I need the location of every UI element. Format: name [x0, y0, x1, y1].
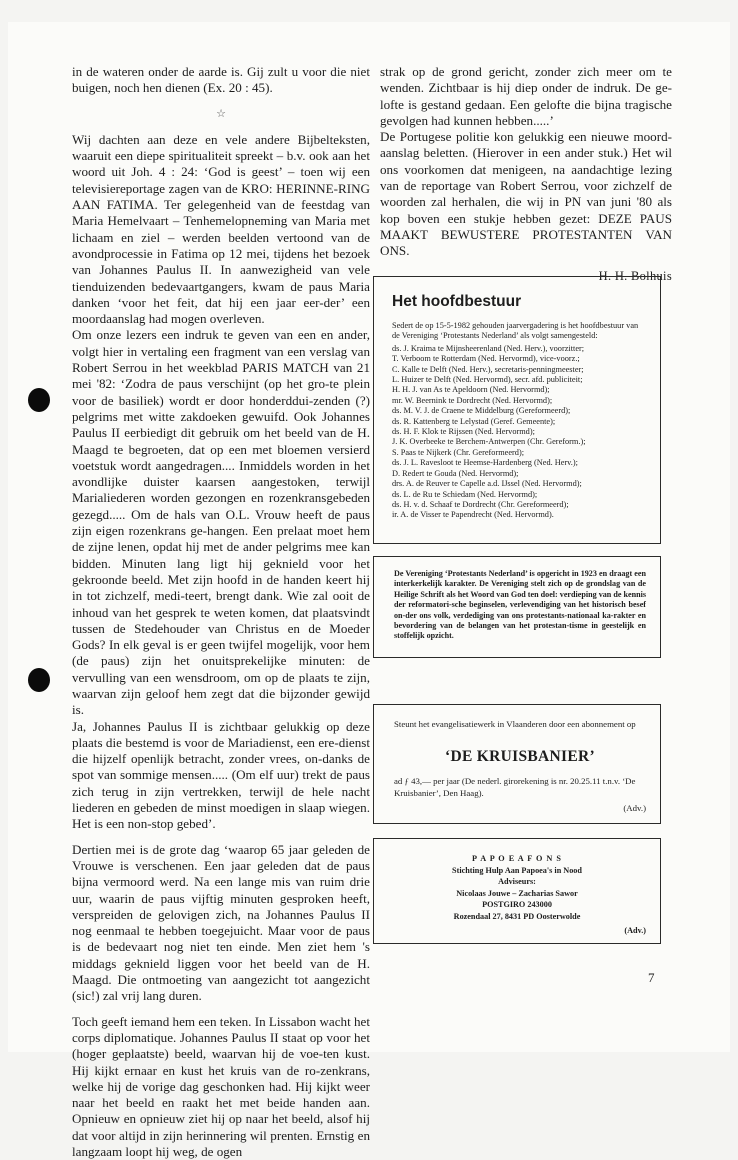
papoeafons-name: P A P O E A F O N S — [472, 854, 562, 863]
advertisement-label: (Adv.) — [624, 925, 646, 935]
board-member: S. Paas te Nijkerk (Chr. Gereformeerd); — [392, 447, 525, 457]
board-member: H. H. J. van As te Apeldoorn (Ned. Hervormd); — [392, 385, 550, 395]
papoeafons-foundation: Stichting Hulp Aan Papoea's in Nood — [452, 865, 582, 875]
board-member: ir. A. de Visser te Papendrecht (Ned. Hervormd). — [392, 510, 554, 520]
paragraph: strak op de grond gericht, zonder zich meer om te wenden. Zichtbaar is hij diep onder de indruk. De ge-lofte is gestand gedaan. Een gelofte die bijna tragische gevolgen had kunnen hebben.....’ — [380, 64, 672, 128]
board-member: T. Verboom te Rotterdam (Ned. Hervormd), vice-voorz.; — [392, 354, 580, 364]
papoeafons-giro: POSTGIRO 243000 — [482, 900, 552, 910]
paragraph: Wij dachten aan deze en vele andere Bijbelteksten, waaruit een diepe spiritualiteit spreekt – b.v. ook aan het woord uit Joh. 4 : 24: ‘God is geest’ – toen wij een televisiereportage zagen van de KRO: HERINNE-RING AAN FATIMA. Ter gelegenheid van de feestdag van Maria Hemelvaart – Tenhemelopneming van Maria met lichaam en ziel – werden beelden vertoond van de avondprocessie in Fatima op 12 mei, tijdens het bezoek van Johannes Paulus II. In aanwezigheid van vele tienduizenden bedevaartgangers, kwam de paus Maria danken ‘voor het feit, dat hij een jaar eer-der’ een moordaanslag had mogen overleven. — [72, 131, 370, 327]
board-member: ds. H. F. Klok te Rijssen (Ned. Hervormd); — [392, 427, 535, 437]
papoeafons-ad — [373, 838, 661, 944]
paragraph: Ja, Johannes Paulus II is zichtbaar gelukkig op deze plaats die bestemd is voor de Mariadienst, een ere-dienst die hijzelf openlijk betracht, zonder vrees, on-danks de spot van sommige mensen..... (Om elf uur) trekt de paus zich terug in zijn vertrekken, terwijl de hele nacht liederen en gebeden de minst moedigen in slaap wiegen. Het is een non-stop gebed’. — [72, 718, 370, 832]
kruisbanier-intro: Steunt het evangelisatiewerk in Vlaanderen door een abonnement op — [394, 719, 636, 729]
papoeafons-advisors: Nicolaas Jouwe – Zacharias Sawor — [456, 888, 578, 898]
kruisbanier-ad — [373, 704, 661, 824]
page-number: 7 — [648, 970, 655, 985]
paragraph: in de wateren onder de aarde is. Gij zult u voor die niet buigen, noch hen dienen (Ex. 20 : 45). — [72, 64, 370, 96]
paragraph: De Portugese politie kon gelukkig een nieuwe moord-aanslag beletten. (Hierover in een ander stuk.) Het wil ons voorkomen dat menigeen, na aandachtige lezing van de reportage van Robert Serrou, voor zichzelf de woorden zal herhalen, die wij in PN van juni '80 als kop boven een stukje hebben gezet: DEZE PAUS MAAKT BEWUSTERE PROTESTANTEN VAN ONS. — [380, 129, 672, 259]
board-member: C. Kalle te Delft (Ned. Herv.), secretaris-penningmeester; — [392, 364, 584, 374]
board-intro: Sedert de op 15-5-1982 gehouden jaarvergadering is het hoofdbestuur van de Vereniging ‘Protestants Nederland’ als volgt samengesteld: — [392, 321, 639, 341]
kruisbanier-details: ad ƒ 43,— per jaar (De nederl. girorekening is nr. 20.25.11 t.n.v. ‘De Kruisbanier’, Den Haag). — [394, 776, 636, 798]
board-member: ds. H. v. d. Schaaf te Dordrecht (Chr. Gereformeerd); — [392, 499, 569, 509]
punch-hole-top — [28, 388, 50, 412]
paragraph: Toch geeft iemand hem een teken. In Lissabon wacht het corps diplomatique. Johannes Paulus II staat op voor het (hoger geplaatste) beeld, waarvan hij de voe-ten kust. Hij kijkt ernaar en kust het kruis van de ro-zenkrans, welke hij de vorige dag geschonken had. Hij kijkt weer naar het beeld en raakt het met beide handen aan. Opnieuw en opnieuw ziet hij op naar het beeld, alsof hij dat voor altijd in zijn herinnering wil prenten. Ernstig en langzaam loopt hij weg, de ogen — [72, 1013, 370, 1159]
board-member-list — [392, 344, 642, 521]
board-member: ds. M. V. J. de Craene te Middelburg (Gereformeerd); — [392, 406, 571, 416]
association-text: De Vereniging ‘Protestants Nederland’ is opgericht in 1923 en draagt een interkerkelijk karakter. De Vereniging stelt zich op de grondslag van de Heilige Schrift als het Woord van God ten doel: verdieping van de kennis der reformatori-sche beginselen, verlevendiging van het historisch besef on-der ons volk, verdediging van ons protestants-nationaal ka-rakter en bevordering van de belangen van het protestan-tisme in geestelijk en stoffelijk opzicht. — [394, 569, 646, 641]
board-member: ds. R. Kattenberg te Lelystad (Geref. Gemeente); — [392, 416, 556, 426]
board-member: mr. W. Beernink te Dordrecht (Ned. Hervormd); — [392, 395, 553, 405]
board-member: ds. L. de Ru te Schiedam (Ned. Hervormd); — [392, 489, 538, 499]
star-separator: ☆ — [216, 107, 226, 120]
punch-hole-bottom — [28, 668, 50, 692]
papoeafons-address: Rozendaal 27, 8431 PD Oosterwolde — [453, 911, 581, 921]
board-member: J. K. Overbeeke te Berchem-Antwerpen (Chr. Gereform.); — [392, 437, 586, 447]
board-member: L. Huizer te Delft (Ned. Hervormd), secr. afd. publiciteit; — [392, 375, 583, 385]
board-member: ds. J. L. Ravesloot te Heemse-Hardenberg (Ned. Herv.); — [392, 458, 578, 468]
association-box — [373, 556, 661, 658]
board-box — [373, 276, 661, 544]
left-column — [72, 64, 370, 1160]
author-signature: H. H. Bolhuis — [598, 268, 672, 283]
board-member: D. Redert te Gouda (Ned. Hervormd); — [392, 468, 519, 478]
paragraph: Om onze lezers een indruk te geven van een en ander, volgt hier in vertaling een fragment van een verslag van Robert Serrou in het weekblad PARIS MATCH van 21 mei '82: ‘Zodra de paus verschijnt (op het gro-te plein voor de basiliek) wordt er door honderddui-zenden (?) pelgrims met witte zakdoeken gewuifd. Ook Johannes Paulus II eerbiedigt dit gebruik om het beeld van de H. Maagd te begroeten, dat op een met bloemen versierd voetstuk wordt aangedragen.... Inmiddels worden in het avondlijke duister kaarsen aangestoken, terwijl Marialiederen worden gezongen en rozenkransgebeden gezegd..... Om de hals van O.L. Vrouw heeft de paus zijn eigen rozenkrans ge-hangen. Een prelaat moet hem de zijne lenen, opdat hij met de ander pelgrims mee kan bidden. Minuten lang ligt hij geknield voor het gekroonde beeld. Met zijn hoofd in de handen keert hij in tot zichzelf, medi-teert, brengt dank. Wie zal ooit de inhoud van het gesprek te weten komen, dat plaatsvindt tussen de Stedehouder van Christus en de Moeder Gods? In elk geval is er geen twijfel mogelijk, voor hem (de paus) zijn het onuitsprekelijke minuten: de vervulling van een wensdroom, om op de plaats te zijn, waarvan zijn geloof hem zegt dat die bijzonder gewijd is. — [72, 327, 370, 718]
board-member: ds. J. Kraima te Mijnsheerenland (Ned. Herv.), voorzitter; — [392, 343, 585, 353]
papoeafons-advisors-label: Adviseurs: — [498, 877, 536, 887]
kruisbanier-title: ‘DE KRUISBANIER’ — [445, 747, 595, 765]
board-member: drs. A. de Reuver te Capelle a.d. IJssel (Ned. Hervormd); — [392, 479, 582, 489]
paragraph: Dertien mei is de grote dag ‘waarop 65 jaar geleden de Vrouwe is verschenen. Een jaar geleden dat de paus bijna vermoord werd. Na een lange mis van ruim drie uur, waarin de paus vijftig minuten gesproken heeft, verspreiden de gelovigen zich, na Johannes Paulus II nog eenmaal te hebben toegejuicht. Maar voor de paus is de bedevaart nog niet ten einde. Men ziet hem 's middags geknield liggen voor het beeld van de H. Maagd. Die ontmoeting van aangezicht tot aangezicht (sic!) zal vrij lang duren. — [72, 841, 370, 1004]
advertisement-label: (Adv.) — [623, 803, 646, 814]
board-title: Het hoofdbestuur — [392, 293, 522, 310]
right-column — [380, 64, 672, 284]
